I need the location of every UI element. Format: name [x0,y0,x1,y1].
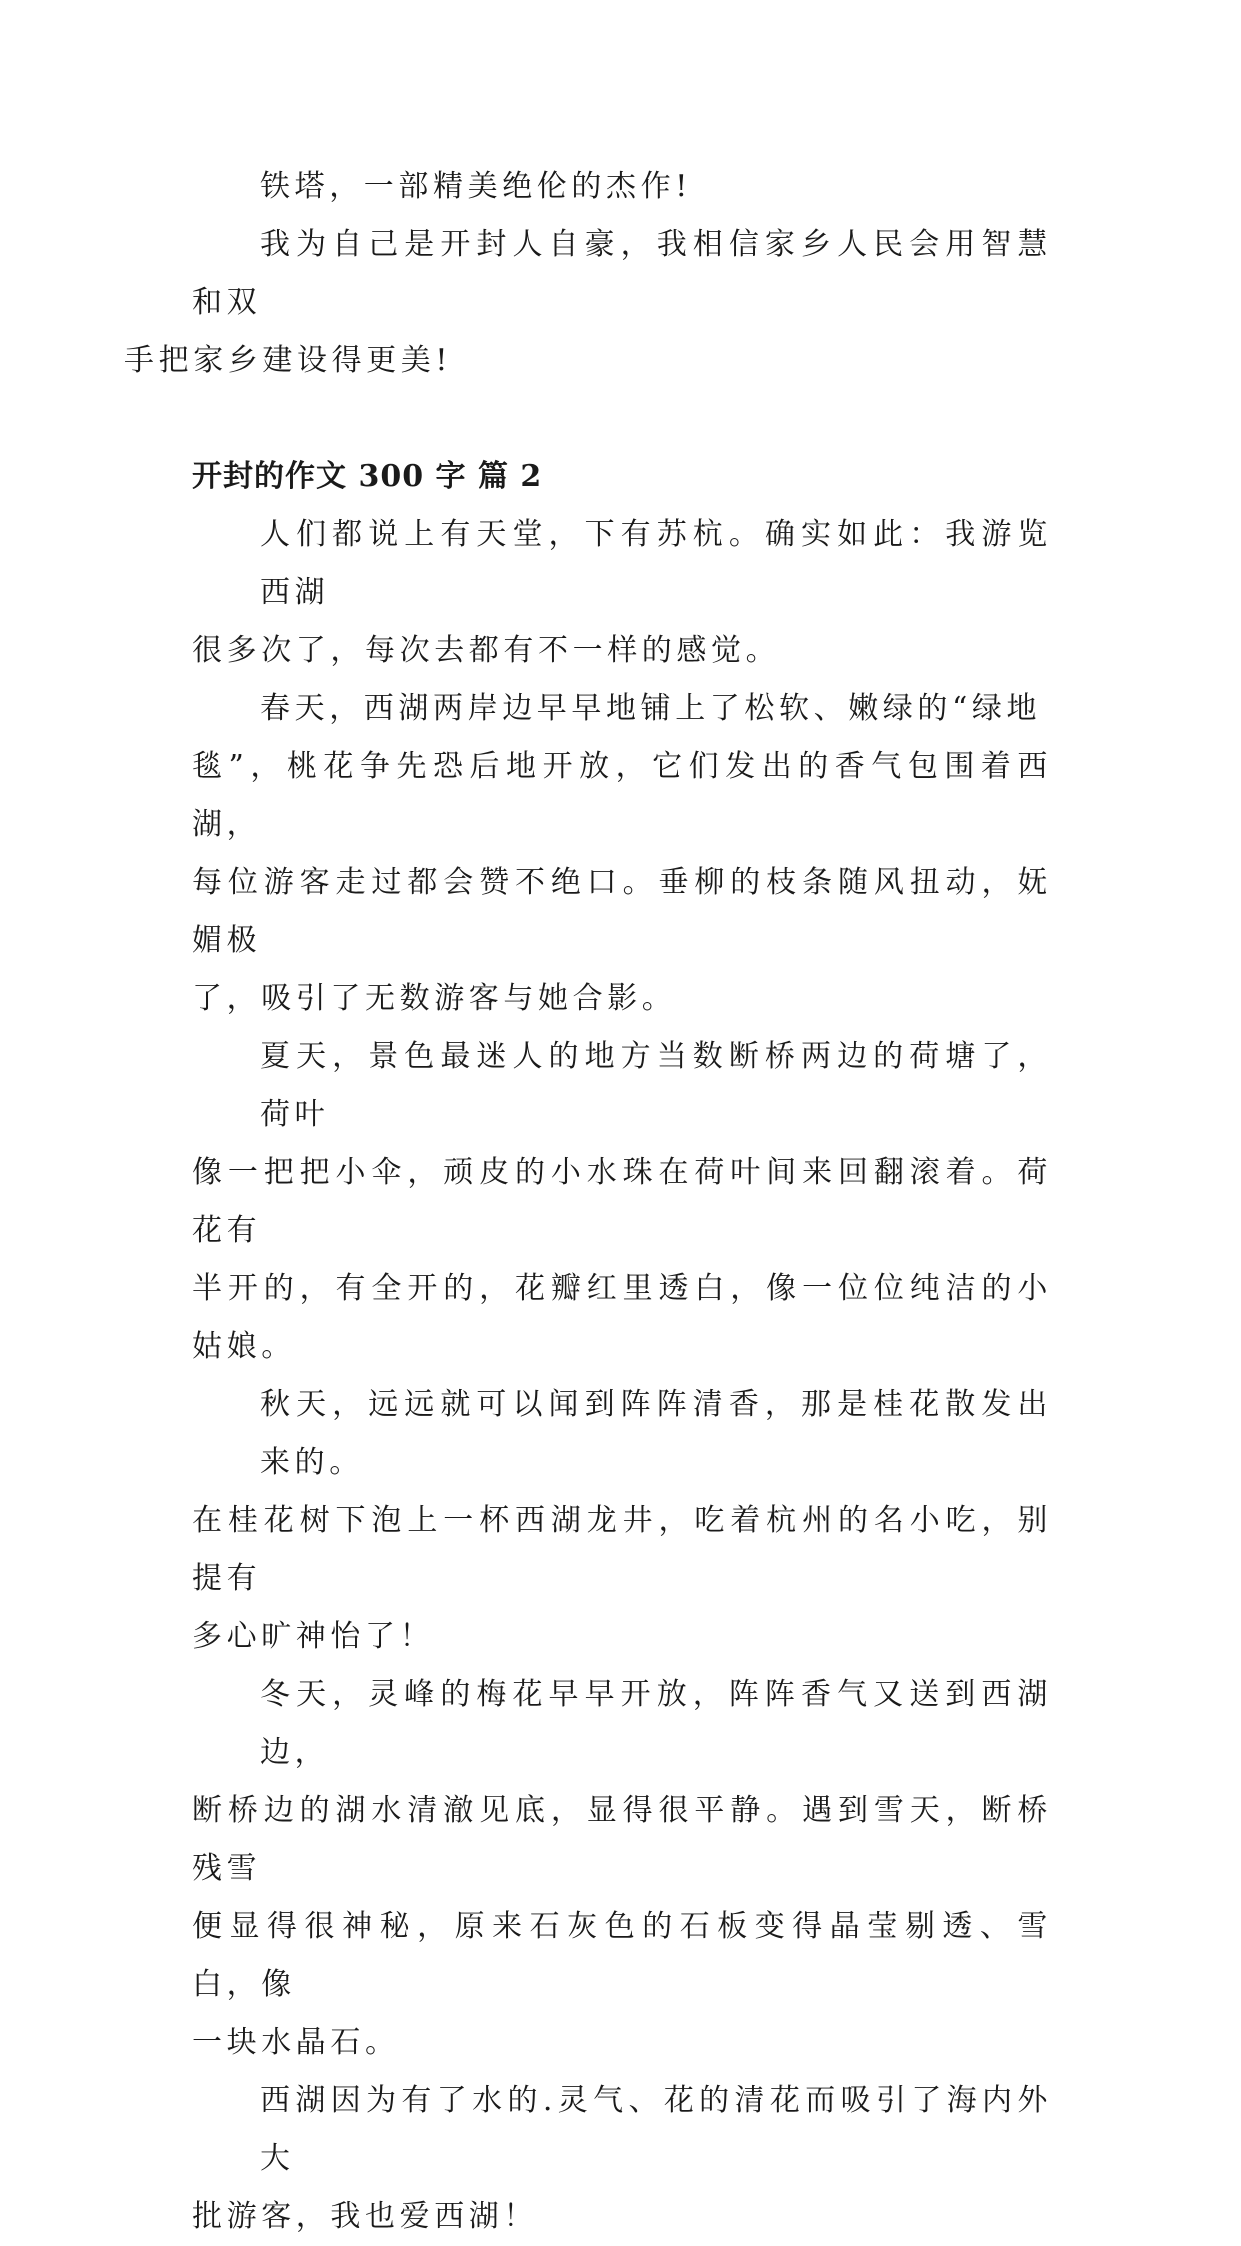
text-line: 便显得很神秘，原来石灰色的石板变得晶莹剔透、雪白，像 [192,1909,1052,2002]
section-title: 开封的作文 300 字 篇 2 [192,459,543,494]
paragraph-3 [192,1028,1052,1376]
text-line: 我为自己是开封人自豪，我相信家乡人民会用智慧和双 [192,227,1052,320]
text-line: 像一把把小伞，顽皮的小水珠在荷叶间来回翻滚着。荷花有 [192,1155,1052,1248]
text-line: 春天，西湖两岸边早早地铺上了松软、嫩绿的“绿地 [260,691,1042,726]
text-line: 一块水晶石。 [192,2025,400,2060]
paragraph-4 [192,1376,1052,1666]
text-line: 在桂花树下泡上一杯西湖龙井，吃着杭州的名小吃，别提有 [192,1503,1052,1596]
text-line: 了，吸引了无数游客与她合影。 [192,981,677,1016]
paragraph-5 [192,1666,1052,2072]
text-line: 手把家乡建设得更美! [124,343,453,378]
text-line: 很多次了，每次去都有不一样的感觉。 [192,633,781,668]
text-line: 批游客，我也爱西湖！ [192,2199,538,2234]
text-line: 夏天，景色最迷人的地方当数断桥两边的荷塘了，荷叶 [260,1039,1052,1132]
text-line: 铁塔，一部精美绝伦的杰作! [260,169,692,204]
paragraph-6 [192,2072,1052,2246]
text-line: 冬天，灵峰的梅花早早开放，阵阵香气又送到西湖边， [260,1677,1052,1770]
intro-paragraph-2 [124,216,1052,390]
text-line: 毯”，桃花争先恐后地开放，它们发出的香气包围着西湖， [192,749,1052,842]
text-line: 西湖因为有了水的.灵气、花的清花而吸引了海内外大 [260,2083,1052,2176]
intro-paragraph-1 [192,158,1052,216]
text-line: 断桥边的湖水清澈见底，显得很平静。遇到雪天，断桥残雪 [192,1793,1052,1886]
text-line: 人们都说上有天堂，下有苏杭。确实如此：我游览西湖 [260,517,1052,610]
paragraph-2 [192,680,1052,1028]
paragraph-1 [192,506,1052,680]
text-line: 秋天，远远就可以闻到阵阵清香，那是桂花散发出来的。 [260,1387,1052,1480]
text-line: 多心旷神怡了！ [192,1619,435,1654]
text-line: 半开的，有全开的，花瓣红里透白，像一位位纯洁的小姑娘。 [192,1271,1052,1364]
text-line: 每位游客走过都会赞不绝口。垂柳的枝条随风扭动，妩媚极 [192,865,1052,958]
document-body [124,158,1052,2246]
